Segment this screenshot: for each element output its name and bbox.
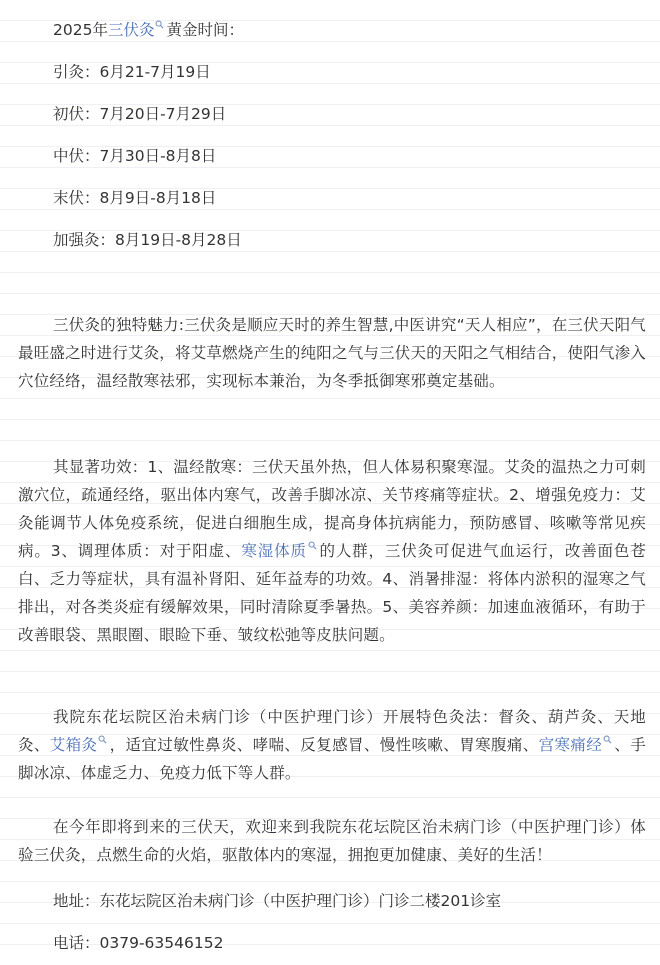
schedule-item: 初伏：7月20日-7月29日 [53, 105, 227, 123]
schedule-item: 加强灸：8月19日-8月28日 [53, 231, 242, 249]
keyword-link-gonghan-tongjing[interactable]: 宫寒痛经 [538, 736, 603, 754]
services-text-part1: 我院东花坛院区治未病门诊（中医护理门诊）开展特色灸法：督灸、葫芦灸、天地灸、 [18, 708, 646, 754]
schedule-heading-suffix: 黄金时间： [166, 21, 244, 40]
effects-text-part1: 其显著功效：1、温经散寒：三伏天虽外热，但人体易积聚寒湿。艾灸的温热之力可刺激穴位，疏通经络，驱出体内寒气，改善手脚冰凉、关节疼痛等症状。2、增强免疫力：艾灸能调节人体免疫系统，促进白细胞生成，提高身体抗病能力，预防感冒、咳嗽等常见疾病。3、调理体质：对于阳虚、 [18, 458, 646, 560]
effects-text-part2: 的人群，三伏灸可促进气血运行，改善面色苍白、乏力等症状，具有温补肾阳、延年益寿的功效。4、消暑排湿：将体内淤积的湿寒之气排出，对各类炎症有缓解效果，同时清除夏季暑热。5、美容养颜：加速血液循环，有助于改善眼袋、黑眼圈、眼睑下垂、皱纹松弛等皮肤问题。 [18, 542, 646, 644]
search-icon[interactable] [603, 735, 612, 744]
contact-address: 地址：东花坛院区治未病门诊（中医护理门诊）门诊二楼201诊室 [53, 892, 502, 910]
search-icon[interactable] [308, 541, 317, 550]
effects-paragraph [18, 453, 646, 649]
schedule-item: 中伏：7月30日-8月8日 [53, 147, 217, 165]
search-icon[interactable] [98, 735, 107, 744]
services-text-part3: 、手脚冰凉、体虚乏力、免疫力低下等人群。 [18, 736, 646, 782]
keyword-link-hanshi-tizhi[interactable]: 寒湿体质 [241, 542, 307, 560]
invite-paragraph: 在今年即将到来的三伏天，欢迎来到我院东花坛院区治未病门诊（中医护理门诊）体验三伏灸，点燃生命的火焰，驱散体内的寒湿，拥抱更加健康、美好的生活！ [18, 818, 646, 864]
services-text-part2: ，适宜过敏性鼻炎、哮喘、反复感冒、慢性咳嗽、胃寒腹痛、 [109, 736, 539, 754]
schedule-heading [18, 20, 642, 40]
services-paragraph [18, 703, 646, 787]
intro-paragraph: 三伏灸的独特魅力:三伏灸是顺应天时的养生智慧,中医讲究“天人相应”，在三伏天阳气最旺盛之时进行艾灸，将艾草燃烧产生的纯阳之气与三伏天的天阳之气相结合，使阳气渗入穴位经络，温经散寒祛邪，实现标本兼治，为冬季抵御寒邪奠定基础。 [18, 316, 647, 390]
schedule-year: 2025年 [53, 21, 108, 40]
schedule-item: 末伏：8月9日-8月18日 [53, 189, 217, 207]
keyword-link-sanfujiu[interactable]: 三伏灸 [107, 21, 155, 40]
keyword-link-aixiangjiu[interactable]: 艾箱灸 [49, 736, 98, 754]
search-icon[interactable] [155, 20, 164, 29]
contact-phone: 电话：0379-63546152 [53, 934, 224, 952]
schedule-item: 引灸：6月21-7月19日 [53, 63, 211, 81]
